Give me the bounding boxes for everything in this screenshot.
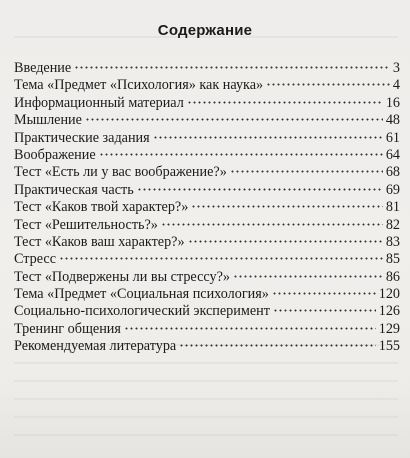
toc-entry-page-number: 16 (385, 94, 400, 111)
table-of-contents (14, 60, 400, 356)
dot-leader (99, 153, 383, 156)
dot-leader (191, 205, 382, 208)
toc-entry-page-number: 69 (385, 181, 400, 198)
toc-entry-introduction (14, 60, 400, 77)
toc-entry-imagination (14, 147, 400, 164)
toc-entry-stress-test (14, 269, 400, 286)
dot-leader (273, 309, 376, 312)
toc-entry-title: Тема «Предмет «Психология» как наука» (14, 77, 264, 94)
dot-leader (153, 136, 383, 139)
toc-entry-page-number: 126 (378, 303, 400, 320)
toc-entry-information-material (14, 95, 400, 112)
toc-entry-title: Социально-психологический эксперимент (14, 303, 270, 320)
toc-entry-title: Тест «Каков ваш характер?» (14, 233, 185, 250)
toc-entry-page-number: 129 (378, 320, 400, 337)
toc-entry-communication-training (14, 321, 400, 338)
toc-entry-page-number: 64 (385, 146, 400, 163)
page-title: Содержание (157, 22, 253, 39)
toc-entry-page-number: 155 (378, 338, 400, 355)
toc-entry-practical-part (14, 182, 400, 199)
toc-entry-title: Введение (14, 60, 72, 76)
toc-entry-title: Практические задания (14, 129, 150, 146)
toc-entry-title: Тест «Подвержены ли вы стрессу?» (14, 268, 230, 285)
toc-entry-title: Информационный материал (14, 94, 184, 111)
toc-entry-title: Тест «Решительность?» (14, 216, 158, 233)
page-shading (0, 380, 410, 458)
toc-entry-stress (14, 251, 400, 268)
dot-leader (179, 344, 375, 347)
dot-leader (188, 240, 383, 243)
toc-entry-title: Рекомендуемая литература (14, 338, 177, 355)
toc-entry-title: Тест «Есть ли у вас воображение?» (14, 164, 227, 181)
toc-entry-title: Мышление (14, 112, 82, 129)
dot-leader (266, 83, 390, 86)
dot-leader (161, 223, 383, 226)
dot-leader (74, 66, 390, 69)
toc-entry-thinking (14, 112, 400, 129)
toc-entry-recommended-literature (14, 338, 400, 355)
toc-entry-title: Практическая часть (14, 181, 134, 198)
dot-leader (233, 275, 383, 278)
dot-leader (137, 188, 383, 191)
toc-entry-page-number: 82 (385, 216, 400, 233)
toc-entry-page-number: 86 (385, 268, 400, 285)
toc-entry-title: Воображение (14, 146, 96, 163)
toc-entry-social-experiment (14, 303, 400, 320)
toc-entry-imagination-test (14, 164, 400, 181)
toc-entry-your-character-test (14, 234, 400, 251)
toc-entry-title: Тема «Предмет «Социальная психология» (14, 286, 269, 303)
toc-entry-page-number: 3 (392, 60, 400, 76)
toc-entry-title: Тест «Каков твой характер?» (14, 199, 189, 216)
toc-entry-page-number: 61 (385, 129, 400, 146)
dot-leader (59, 257, 383, 260)
dot-leader (230, 170, 383, 173)
bleed-through-line (14, 362, 398, 364)
dot-leader (124, 327, 376, 330)
toc-entry-title: Тренинг общения (14, 320, 121, 337)
dot-leader (272, 292, 376, 295)
toc-entry-page-number: 68 (385, 164, 400, 181)
toc-entry-page-number: 48 (385, 112, 400, 129)
toc-entry-page-number: 4 (392, 77, 400, 94)
toc-entry-page-number: 83 (385, 233, 400, 250)
toc-entry-character-test (14, 199, 400, 216)
toc-entry-page-number: 120 (378, 286, 400, 303)
toc-entry-page-number: 81 (385, 199, 400, 216)
toc-entry-decisiveness-test (14, 217, 400, 234)
toc-entry-psychology-as-science (14, 77, 400, 94)
toc-entry-social-psychology (14, 286, 400, 303)
toc-entry-practical-tasks (14, 130, 400, 147)
dot-leader (85, 118, 383, 121)
dot-leader (187, 101, 383, 104)
toc-entry-page-number: 85 (385, 251, 400, 268)
toc-entry-title: Стресс (14, 251, 56, 268)
